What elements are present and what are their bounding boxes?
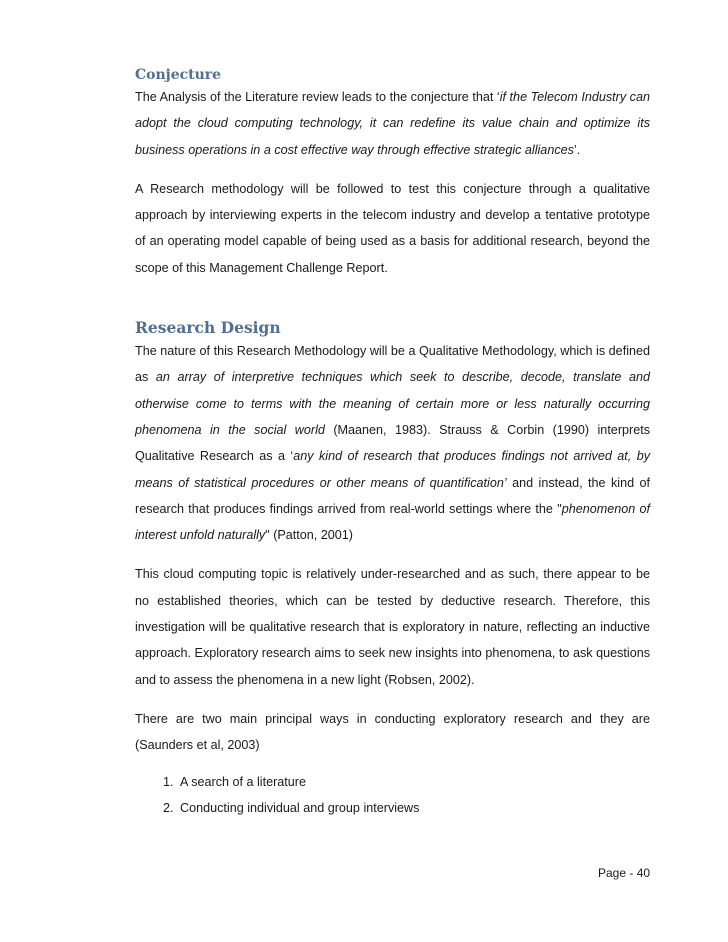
text-run: " (Patton, 2001) [265, 528, 353, 543]
italic-text-run: any kind of research that produces findings not arrived at, by means of statistical procedures or other means of quantification’ [135, 449, 650, 490]
italic-text-run: an array of interpretive techniques which seek to describe, decode, translate and otherwise come to terms with the meaning of certain more or less naturally occurring phenomena in the social world [135, 370, 650, 437]
section-heading-research-design: Research Design [135, 318, 281, 338]
document-page [135, 66, 650, 821]
italic-text-run: if the Telecom Industry can adopt the cloud computing technology, it can redefine its value chain and optimize its business operations in a cost effective way through effective strategic alliances [135, 90, 650, 157]
text-run: ’. [573, 142, 581, 157]
section-heading-conjecture: Conjecture [135, 67, 222, 83]
page-number: Page - 40 [598, 866, 651, 880]
principal-ways-paragraph: There are two main principal ways in conducting exploratory research and they are (Saunders et al, 2003) [135, 711, 650, 753]
research-design-paragraph [135, 338, 650, 548]
conjecture-paragraph [135, 84, 650, 163]
text-run: The nature of this Research Methodology will be a Qualitative Methodology, which is defined as [135, 344, 650, 385]
text-run: (Maanen, 1983). Strauss & Corbin (1990) interprets Qualitative Research as a ‘ [135, 422, 651, 464]
list-item: 2. Conducting individual and group interviews [177, 795, 650, 821]
exploratory-paragraph: This cloud computing topic is relatively under-researched and as such, there appear to be no established theories, which can be tested by deductive research. Therefore, this investigation will be qualitative research that is exploratory in nature, reflecting an inductive approach. Exploratory research aims to seek new insights into phenomena, to ask questions and to assess the phenomena in a new light (Robsen, 2002). [135, 567, 650, 687]
numbered-list [135, 769, 650, 821]
text-run: The Analysis of the Literature review leads to the conjecture that ‘ [135, 90, 500, 104]
methodology-paragraph: A Research methodology will be followed to test this conjecture through a qualitative approach by interviewing experts in the telecom industry and develop a tentative prototype of an operating model capable of being used as a basis for additional research, beyond the scope of this Management Challenge Report. [135, 181, 650, 275]
italic-text-run: phenomenon of interest unfold naturally [135, 501, 650, 543]
text-run: and instead, the kind of research that produces findings arrived from real-world settings where the " [135, 475, 650, 516]
list-item: 1. A search of a literature [177, 769, 650, 795]
